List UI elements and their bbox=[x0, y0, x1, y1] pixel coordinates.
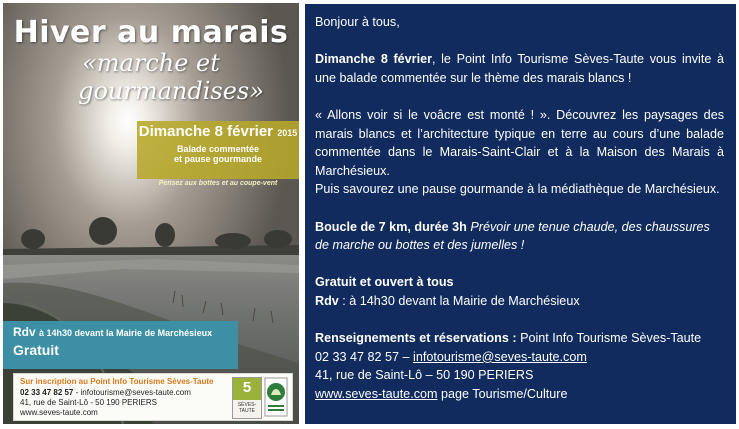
poster-activity-line2: et pause gourmande bbox=[173, 154, 263, 164]
poster-rdv-label: Rdv bbox=[13, 325, 36, 339]
event-date: Dimanche 8 février bbox=[315, 52, 432, 67]
seves-taute-logo bbox=[232, 377, 262, 419]
website-line bbox=[315, 385, 724, 404]
poster-rdv-text: à 14h30 devant la Mairie de Marchésieux bbox=[39, 328, 213, 338]
poster-phone: 02 33 47 82 57 bbox=[20, 388, 74, 397]
event-description-panel bbox=[305, 4, 736, 424]
poster-address: 41, rue de Saint-Lô - 50 190 PERIERS bbox=[20, 398, 157, 407]
logo-text: SÈVES-TAUTE bbox=[237, 402, 257, 414]
contact-heading: Renseignements et réservations : bbox=[315, 331, 517, 346]
poster-website: www.seves-taute.com bbox=[20, 408, 98, 417]
event-poster bbox=[3, 3, 299, 424]
rdv-label: Rdv bbox=[315, 293, 339, 308]
email-link[interactable]: infotourisme@seves-taute.com bbox=[413, 349, 587, 364]
poster-info-heading: Sur inscription au Point Info Tourisme Sèves-Taute bbox=[20, 377, 214, 386]
gratuit-line: Gratuit et ouvert à tous bbox=[315, 275, 454, 290]
poster-info-box bbox=[13, 373, 293, 421]
boucle-paragraph bbox=[315, 218, 724, 255]
poster-activity-line1: Balade commentée bbox=[176, 144, 260, 154]
poster-date-banner bbox=[137, 121, 299, 179]
description-paragraph: « Allons voir si le voâcre est monté ! ». Découvrez les paysages des marais blancs et l’architecture typique en terre au cours d’une balade commentée dans le Marais-Saint-Clair et à la Maison des Marais à Marchésieux. bbox=[315, 107, 724, 178]
rdv-text: : à 14h30 devant la Mairie de Marchésieux bbox=[338, 293, 580, 308]
rdv-line bbox=[315, 292, 724, 311]
contact-line bbox=[315, 348, 724, 367]
poster-subtitle-line1: «marche et bbox=[82, 49, 220, 77]
boucle-info: Boucle de 7 km, durée 3h bbox=[315, 219, 467, 234]
poster-subtitle-line2: gourmandises» bbox=[78, 77, 264, 105]
poster-tip: Pensez aux bottes et au coupe-vent bbox=[158, 180, 278, 187]
equipment-advice: Prévoir une tenue chaude, des chaussures de marche ou bottes et des jumelles ! bbox=[315, 219, 710, 253]
poster-year: 2015 bbox=[277, 128, 298, 138]
contact-heading-line bbox=[315, 329, 724, 348]
website-suffix: page Tourisme/Culture bbox=[437, 386, 568, 401]
contact-address: 41, rue de Saint-Lô – 50 190 PERIERS bbox=[315, 368, 534, 383]
intro-paragraph bbox=[315, 50, 724, 87]
intro-text: , le Point Info Tourisme Sèves-Taute vous invite à une balade commentée sur le thème des marais blancs ! bbox=[315, 52, 724, 85]
poster-rdv-box bbox=[3, 321, 238, 369]
poster-gratuit: Gratuit bbox=[13, 342, 59, 358]
poster-email: - infotourisme@seves-taute.com bbox=[73, 388, 191, 397]
contact-org: Point Info Tourisme Sèves-Taute bbox=[516, 331, 702, 346]
logo-number: 5 bbox=[242, 379, 252, 396]
greeting: Bonjour à tous, bbox=[315, 15, 400, 29]
poster-title: Hiver au marais bbox=[13, 15, 289, 50]
contact-phone: 02 33 47 82 57 – bbox=[315, 349, 414, 364]
website-link[interactable]: www.seves-taute.com bbox=[315, 386, 438, 401]
poster-date: Dimanche 8 février bbox=[138, 123, 274, 140]
pause-paragraph: Puis savourez une pause gourmande à la médiathèque de Marchésieux. bbox=[315, 182, 720, 197]
tourism-label-logo bbox=[264, 377, 288, 417]
